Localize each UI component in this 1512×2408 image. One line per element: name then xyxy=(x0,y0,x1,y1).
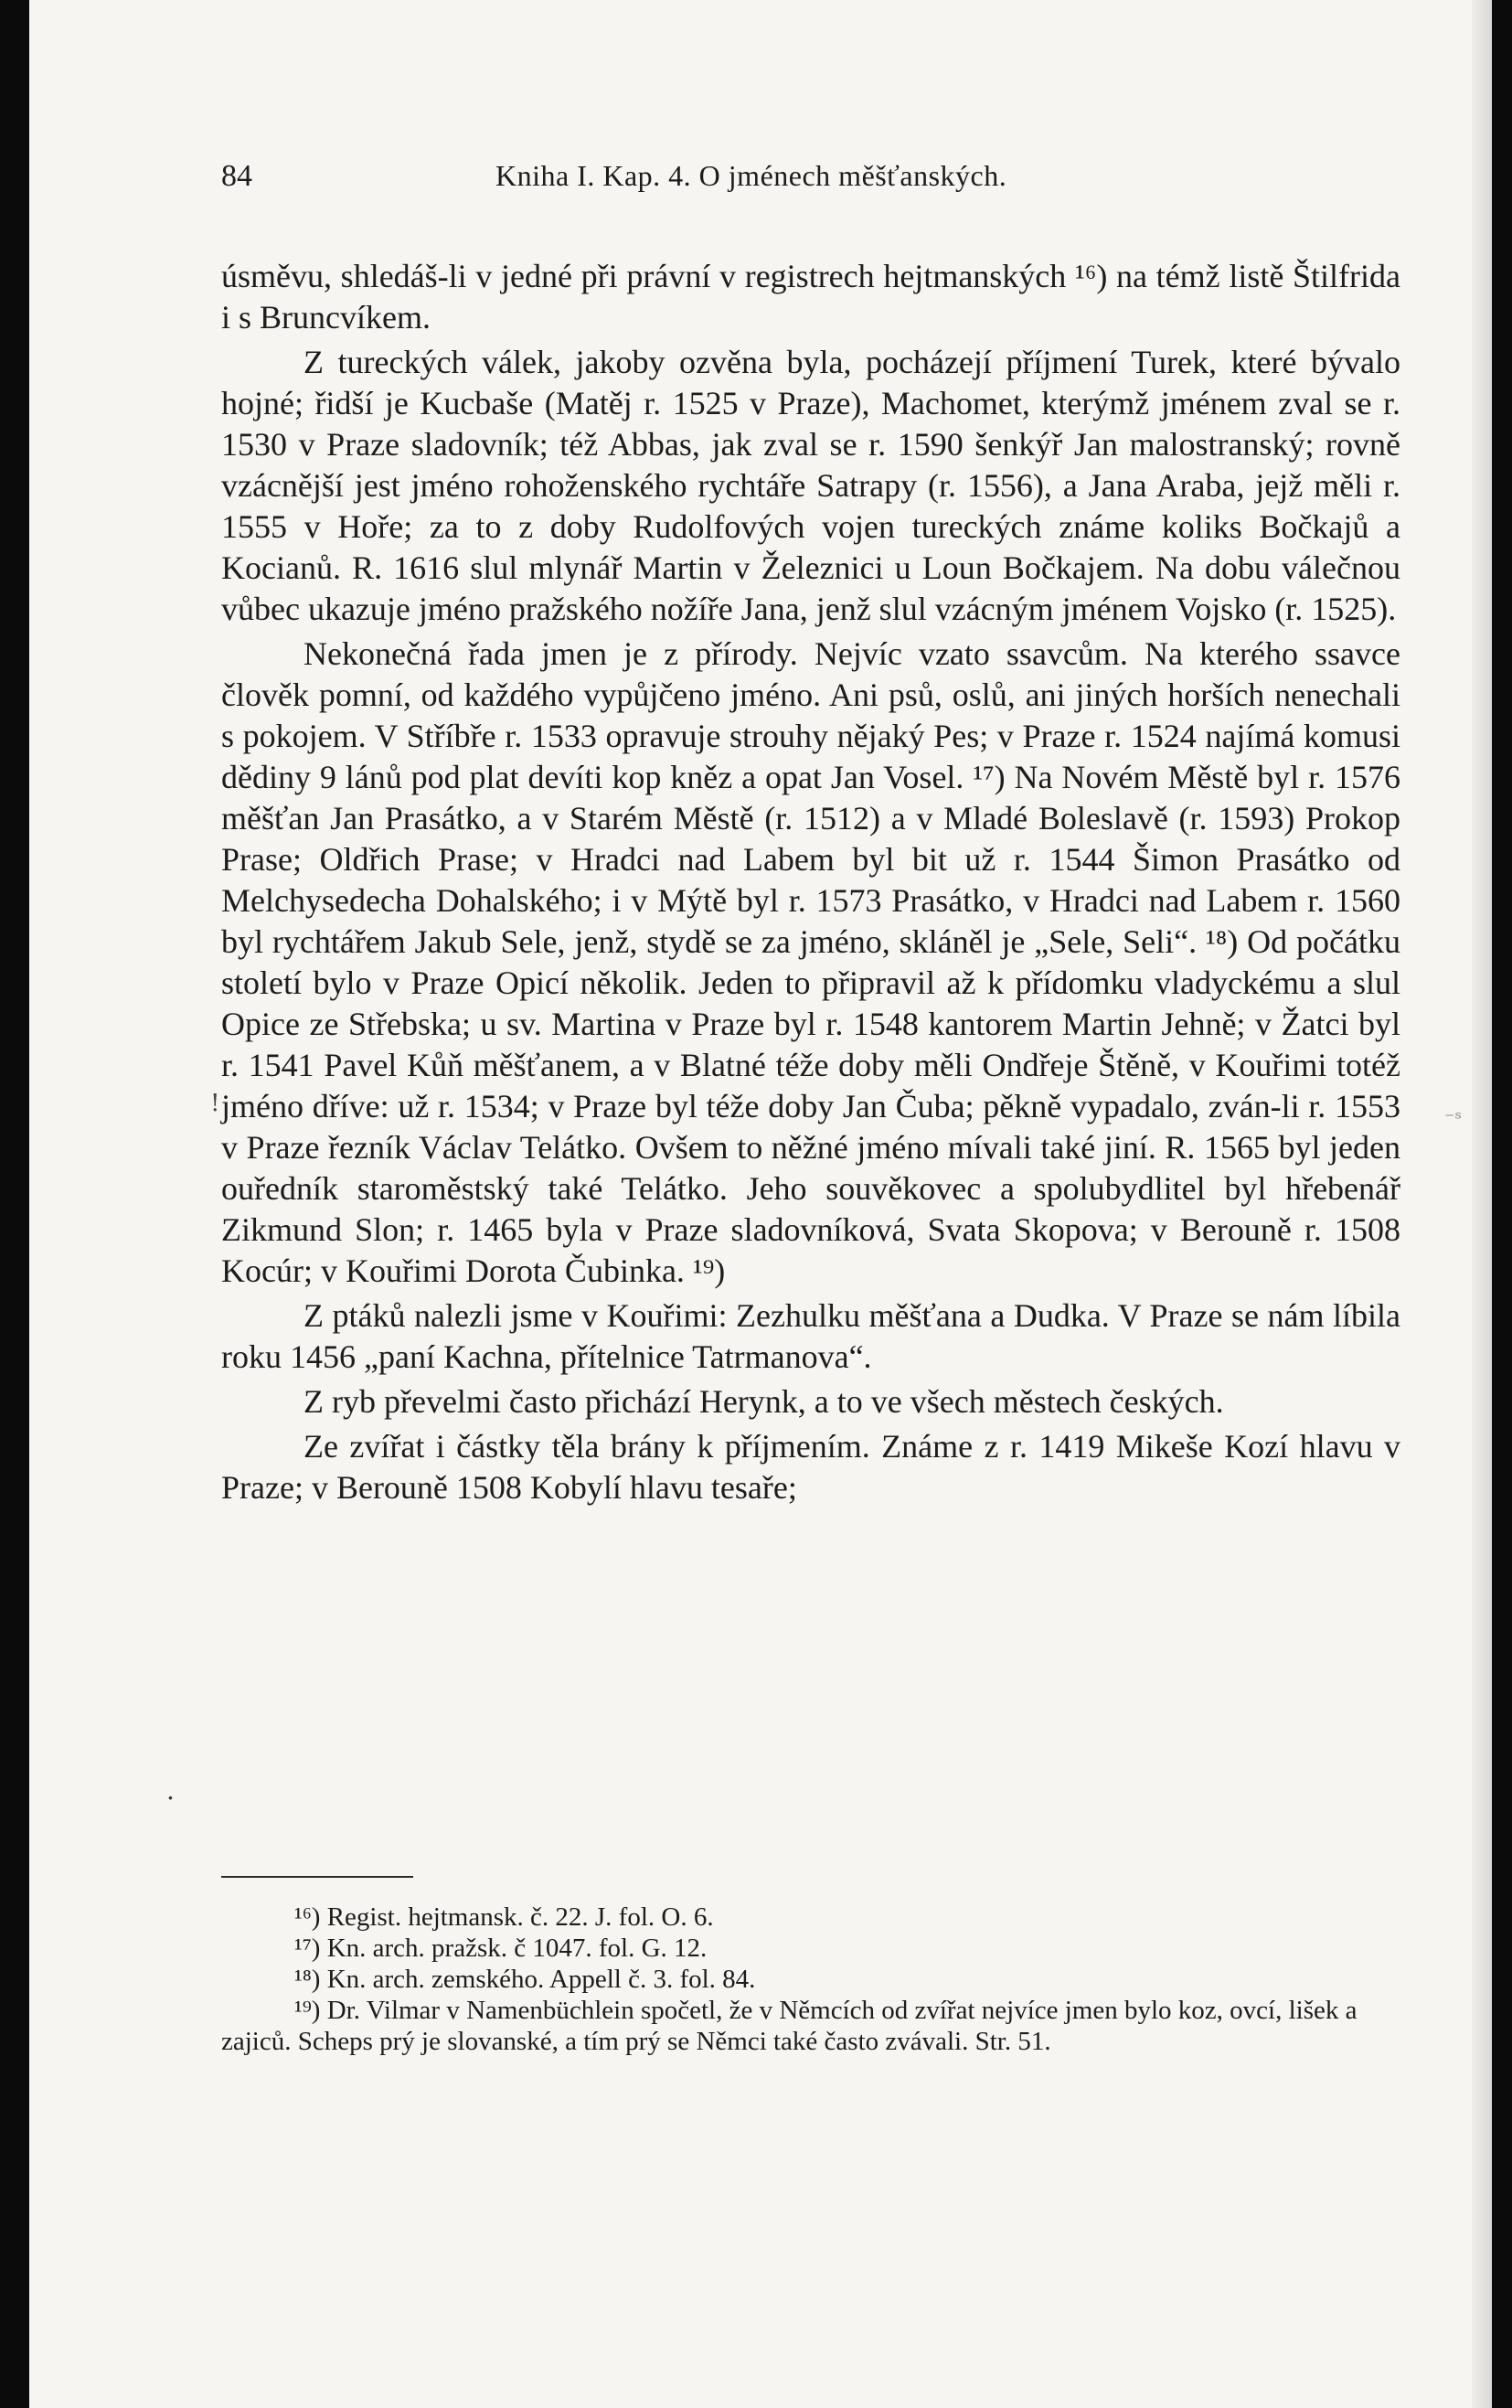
paragraph-4: Z ptáků nalezli jsme v Kouřimi: Zezhulku měšťana a Dudka. V Praze se nám líbila roku 1456 „paní Kachna, přítelnice Tatrmanova“. xyxy=(221,1297,1400,1375)
page-header xyxy=(221,146,1209,201)
footnote-rule xyxy=(221,1876,413,1878)
paragraph-5: Z ryb převelmi často přichází Herynk, a to ve všech městech českých. xyxy=(303,1383,1224,1420)
footnote-19: ¹⁹) Dr. Vilmar v Namenbüchlein spočetl, že v Němcích od zvířat nejvíce jmen bylo koz, ovcí, lišek a zajiců. Scheps prý je slovanské, a tím prý se Němci také často zvávali. Str. 51. xyxy=(221,1996,1358,2056)
footnote-18: ¹⁸) Kn. arch. zemského. Appell č. 3. fol. 84. xyxy=(294,1965,756,1994)
paragraph-1: úsměvu, shledáš-li v jedné při právní v registrech hejtmanských ¹⁶) na témž listě Štilfrida i s Bruncvíkem. xyxy=(221,258,1400,336)
margin-mark-right: ⁻ˢ xyxy=(1444,1108,1463,1131)
body-text xyxy=(221,256,1400,1512)
footnote-16: ¹⁶) Regist. hejtmansk. č. 22. J. fol. O. 6. xyxy=(294,1902,714,1932)
page-number: 84 xyxy=(221,159,252,193)
footnote-17: ¹⁷) Kn. arch. pražsk. č 1047. fol. G. 12. xyxy=(294,1934,708,1963)
book-page xyxy=(29,0,1492,2408)
paragraph-3: Nekonečná řada jmen je z přírody. Nejvíc vzato ssavcům. Na kterého ssavce člověk pomní, od každého vypůjčeno jméno. Ani psů, oslů, ani jiných horších nenechali s pokojem. V Stříbře r. 1533 opravuje strouhy nějaký Pes; v Praze r. 1524 najímá komusi dědiny 9 lánů pod plat devíti kop kněz a opat Jan Vosel. ¹⁷) Na Novém Městě byl r. 1576 měšťan Jan Prasátko, a v Starém Městě (r. 1512) a v Mladé Boleslavě (r. 1593) Prokop Prase; Oldřich Prase; v Hradci nad Labem byl bit už r. 1544 Šimon Prasátko od Melchysedecha Dohalského; i v Mýtě byl r. 1573 Prasátko, v Hradci nad Labem r. 1560 byl rychtářem Jakub Sele, jenž, stydě se za jméno, skláněl je „Sele, Seli“. ¹⁸) Od počátku století bylo v Praze Opicí několik. Jeden to připravil až k přídomku vladyckému a slul Opice ze Střebska; u sv. Martina v Praze byl r. 1548 kantorem Martin Jehně; v Žatci byl r. 1541 Pavel Kůň měšťanem, a v Blatné téže doby měli Ondřeje Štěně, v Kouřimi totéž jméno dříve: už r. 1534; v Praze byl téže doby Jan Čuba; pěkně vypadalo, zván-li r. 1553 v Praze řezník Václav Telátko. Ovšem to něžné jméno mívali také jiní. R. 1565 byl jeden ouředník staroměstský také Telátko. Jeho souvěkovec a spolubydlitel byl hřebenář Zikmund Slon; r. 1465 byla v Praze sladovníková, Svata Skopova; v Berouně r. 1508 Kocúr; v Kouřimi Dorota Čubinka. ¹⁹) xyxy=(221,635,1400,1289)
paragraph-2: Z tureckých válek, jakoby ozvěna byla, pocházejí příjmení Turek, které bývalo hojné; řidší je Kucbaše (Matěj r. 1525 v Praze), Machomet, kterýmž jménem zval se r. 1530 v Praze sladovník; též Abbas, jak zval se r. 1590 šenkýř Jan malostranský; rovně vzácnější jest jméno rohoženského rychtáře Satrapy (r. 1556), a Jana Araba, jejž měli r. 1555 v Hoře; za to z doby Rudolfových vojen tureckých známe koliks Bočkajů a Kocianů. R. 1616 slul mlynář Martin v Železnici u Loun Bočkajem. Na dobu válečnou vůbec ukazuje jméno pražského nožíře Jana, jenž slul vzácným jménem Vojsko (r. 1525). xyxy=(221,344,1400,627)
margin-mark-dot: . xyxy=(166,1775,175,1806)
running-head: Kniha I. Kap. 4. O jménech měšťanských. xyxy=(495,159,1007,192)
margin-mark-left: ! xyxy=(210,1090,220,1117)
footnotes xyxy=(221,1902,1400,2057)
paragraph-6: Ze zvířat i částky těla brány k příjmením. Známe z r. 1419 Mikeše Kozí hlavu v Praze; v Berouně 1508 Kobylí hlavu tesaře; xyxy=(221,1428,1400,1506)
page-edge-shadow xyxy=(1472,0,1492,2408)
